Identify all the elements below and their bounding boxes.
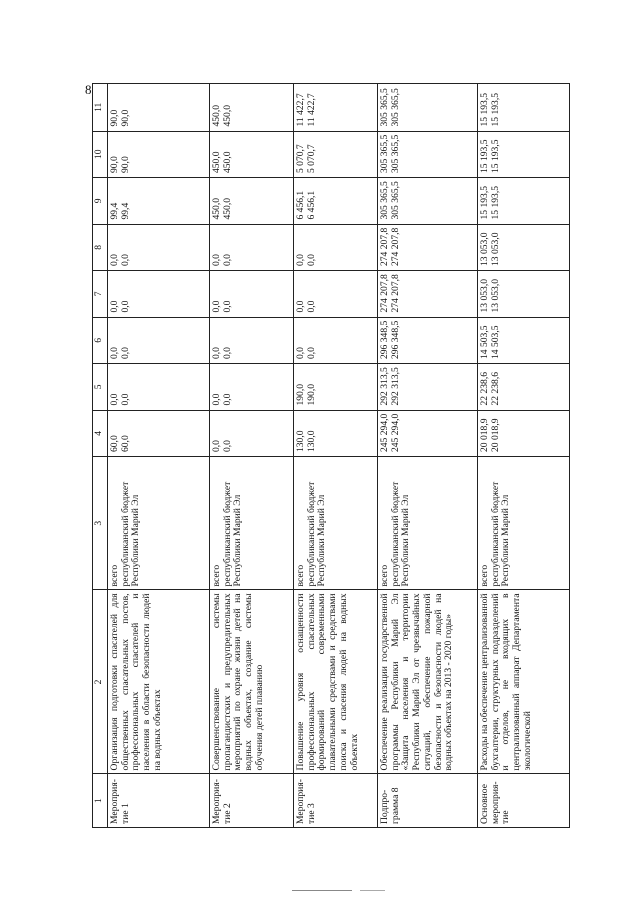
value-cell: 0,0 0,0: [210, 317, 294, 364]
value-cell: 190,0 190,0: [294, 364, 378, 411]
value-cell: 450,0 450,0: [210, 131, 294, 178]
value-cell: 0,0 0,0: [108, 317, 210, 364]
table-row: [378, 84, 478, 828]
row-description: Повышение уровня оснащенности профессиональных спасательных формирований современными плавательными средствами и средствами поиска и спасения людей на водных объектах: [294, 590, 378, 774]
value-cell: 0,0 0,0: [294, 224, 378, 271]
value-cell: 0,0 0,0: [294, 317, 378, 364]
value-cell: 130,0 130,0: [294, 410, 378, 457]
row-label: Основное мероприя-тие: [478, 774, 570, 828]
row-description: Расходы на обеспечение централизованной бухгалтерии, структурных подразделений и отделов, не входящих в централизованный аппарат Департамента экологической: [478, 590, 570, 774]
page-number: 8: [85, 82, 92, 97]
value-cell: 15 193,5 15 193,5: [478, 131, 570, 178]
column-header: 7: [93, 271, 108, 318]
column-header: 2: [93, 590, 108, 774]
value-cell: 60,0 60,0: [108, 410, 210, 457]
value-cell: 305 365,5 305 365,5: [378, 131, 478, 178]
value-cell: 90,0 90,0: [108, 131, 210, 178]
value-cell: 0,0 0,0: [210, 271, 294, 318]
value-cell: 11 422,7 11 422,7: [294, 84, 378, 132]
rotated-table-container: [92, 83, 615, 828]
value-cell: 450,0 450,0: [210, 178, 294, 225]
value-cell: 0,0 0,0: [210, 410, 294, 457]
column-header: 1: [93, 774, 108, 828]
value-cell: 99,4 99,4: [108, 178, 210, 225]
column-header: 3: [93, 457, 108, 590]
scan-mark: [360, 890, 385, 891]
column-header: 6: [93, 317, 108, 364]
value-cell: 245 294,0 245 294,0: [378, 410, 478, 457]
column-header: 10: [93, 131, 108, 178]
value-cell: 90,0 90,0: [108, 84, 210, 132]
funding-source: всего республиканский бюджет Республики Марий Эл: [108, 457, 210, 590]
column-header: 11: [93, 84, 108, 132]
value-cell: 5 070,7 5 070,7: [294, 131, 378, 178]
value-cell: 450,0 450,0: [210, 84, 294, 132]
value-cell: 274 207,8 274 207,8: [378, 271, 478, 318]
column-number-row: [93, 84, 108, 828]
value-cell: 13 053,0 13 053,0: [478, 224, 570, 271]
value-cell: 15 193,5 15 193,5: [478, 84, 570, 132]
table-row: [108, 84, 210, 828]
column-header: 4: [93, 410, 108, 457]
row-label: Мероприя-тие 2: [210, 774, 294, 828]
row-description: Обеспечение реализации государственной программы Республики Марий Эл «Защита населения и территории Республики Марий Эл от чрезвычайных ситуаций, обеспечение пожарной безопасности и безопасности людей на водных объектах на 2013 - 2020 годы»: [378, 590, 478, 774]
funding-source: всего республиканский бюджет Республики Марий Эл: [294, 457, 378, 590]
budget-table: [92, 83, 570, 828]
row-label: Мероприя-тие 1: [108, 774, 210, 828]
value-cell: 305 365,5 305 365,5: [378, 178, 478, 225]
value-cell: 0,0 0,0: [294, 271, 378, 318]
row-description: Совершенствование системы пропагандистских и предупредительных мероприятий по охране жизни детей на водных объектах, создание системы обучения детей плаванию: [210, 590, 294, 774]
value-cell: 14 503,5 14 503,5: [478, 317, 570, 364]
value-cell: 296 348,5 296 348,5: [378, 317, 478, 364]
table-row: [294, 84, 378, 828]
value-cell: 0,0 0,0: [108, 271, 210, 318]
value-cell: 0,0 0,0: [108, 224, 210, 271]
row-description: Организация подготовки спасателей для общественных спасательных постов, профессиональных спасателей и населения в области безопасности людей на водных объектах: [108, 590, 210, 774]
column-header: 8: [93, 224, 108, 271]
value-cell: 0,0 0,0: [108, 364, 210, 411]
value-cell: 274 207,8 274 207,8: [378, 224, 478, 271]
table-row: [210, 84, 294, 828]
table-row: [478, 84, 570, 828]
value-cell: 13 053,0 13 053,0: [478, 271, 570, 318]
column-header: 5: [93, 364, 108, 411]
value-cell: 20 018,9 20 018,9: [478, 410, 570, 457]
funding-source: всего республиканский бюджет Республики Марий Эл: [210, 457, 294, 590]
value-cell: 0,0 0,0: [210, 364, 294, 411]
value-cell: 15 193,5 15 193,5: [478, 178, 570, 225]
value-cell: 292 313,5 292 313,5: [378, 364, 478, 411]
value-cell: 305 365,5 305 365,5: [378, 84, 478, 132]
row-label: Подпро-грамма 8: [378, 774, 478, 828]
value-cell: 22 238,6 22 238,6: [478, 364, 570, 411]
scan-mark: [292, 890, 352, 891]
value-cell: 6 456,1 6 456,1: [294, 178, 378, 225]
column-header: 9: [93, 178, 108, 225]
value-cell: 0,0 0,0: [210, 224, 294, 271]
funding-source: всего республиканский бюджет Республики Марий Эл: [478, 457, 570, 590]
row-label: Мероприя-тие 3: [294, 774, 378, 828]
funding-source: всего республиканский бюджет Республики Марий Эл: [378, 457, 478, 590]
